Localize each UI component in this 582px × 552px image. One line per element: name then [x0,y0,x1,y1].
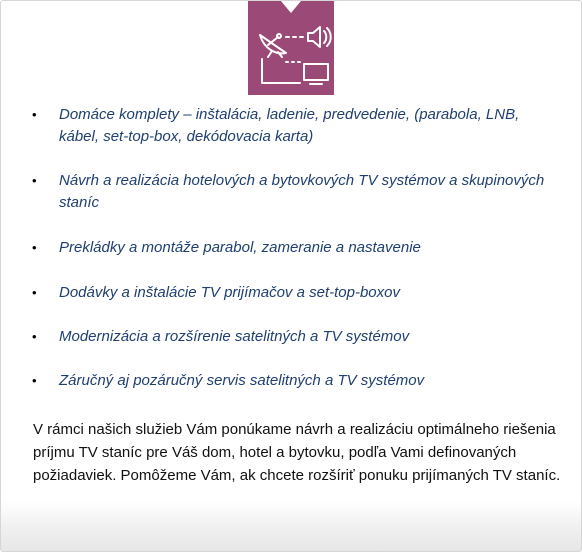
bullet: • [32,107,37,122]
service-text: Domáce komplety – inštalácia, ladenie, predvedenie, (parabola, LNB, kábel, set-top-box, dekódovacia karta) [59,106,520,145]
service-text: Záručný aj pozáručný servis satelitných a TV systémov [59,372,425,389]
bullet: • [32,240,37,255]
list-item [1,104,561,148]
list-item [1,326,561,348]
bullet: • [32,285,37,300]
intro-paragraph: V rámci našich služieb Vám ponúkame návrh a realizáciu optimálneho riešenia príjmu TV staníc pre Váš dom, hotel a bytovku, podľa Vami definovaných požiadaviek. Pomôžeme Vám, ak chcete rozšíriť ponuku prijímaných TV staníc. [33,421,561,484]
list-item [1,370,561,392]
bullet: • [32,329,37,344]
list-item [1,237,561,259]
satellite-tv-icon [248,1,334,95]
service-text: Modernizácia a rozšírenie satelitných a TV systémov [59,328,410,345]
bullet: • [32,373,37,388]
service-text: Návrh a realizácia hotelových a bytovkových TV systémov a skupinových staníc [59,172,545,211]
bullet: • [32,173,37,188]
service-text: Prekládky a montáže parabol, zameranie a nastavenie [59,239,421,256]
services-list [1,104,561,415]
list-item [1,170,561,214]
list-item [1,282,561,304]
service-text: Dodávky a inštalácie TV prijímačov a set-top-boxov [59,284,400,301]
